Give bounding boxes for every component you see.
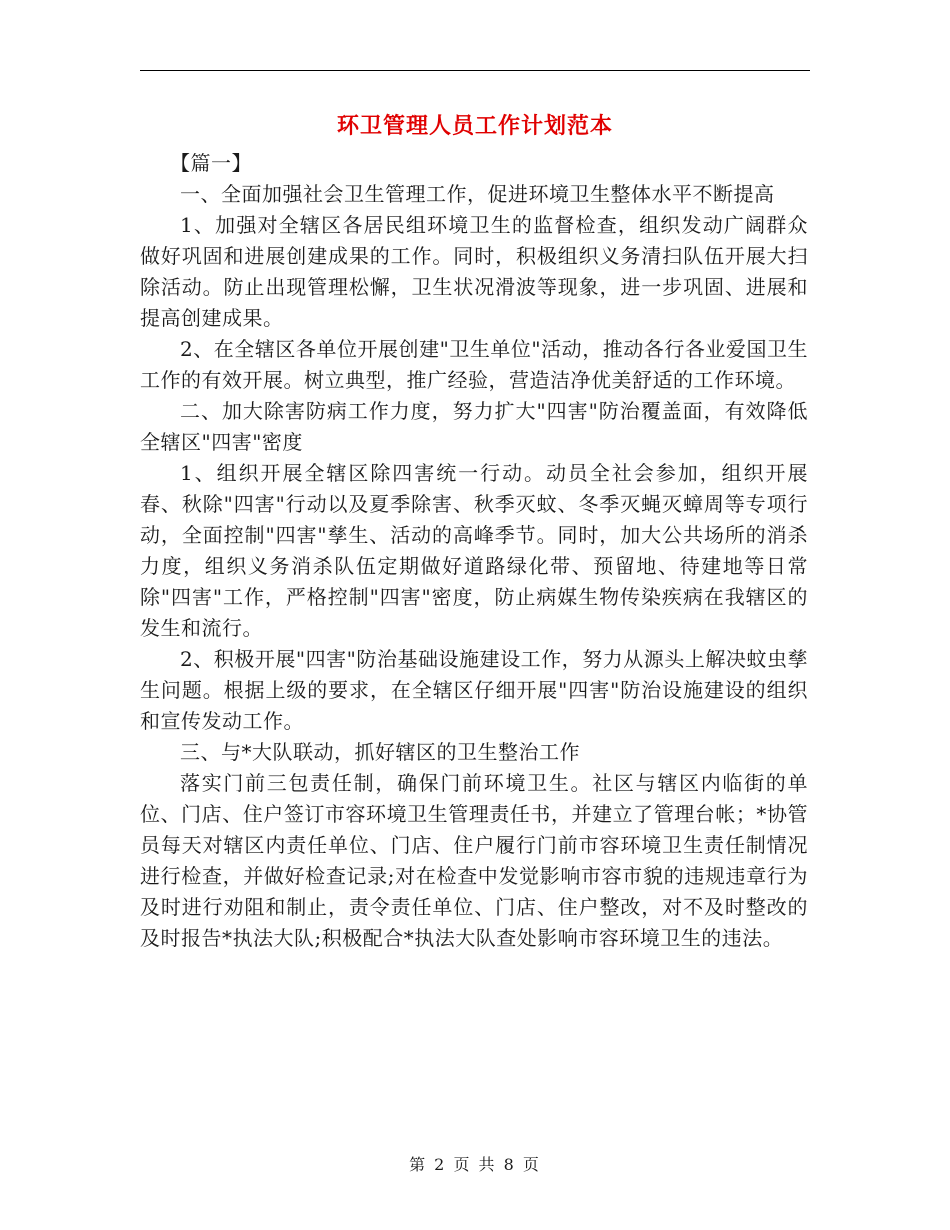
paragraph-2-2: 2、积极开展"四害"防治基础设施建设工作，努力从源头上解决蚊虫孳生问题。根据上级的要求，在全辖区仔细开展"四害"防治设施建设的组织和宣传发动工作。	[140, 647, 808, 733]
paragraph-1-2: 2、在全辖区各单位开展创建"卫生单位"活动，推动各行各业爱国卫生工作的有效开展。树立典型，推广经验，营造洁净优美舒适的工作环境。	[140, 337, 808, 392]
header-rule	[140, 70, 810, 71]
heading-3: 三、与*大队联动，抓好辖区的卫生整治工作	[180, 740, 580, 764]
paragraph-2-1: 1、组织开展全辖区除四害统一行动。动员全社会参加，组织开展春、秋除"四害"行动以及夏季除害、秋季灭蚊、冬季灭蝇灭蟑周等专项行动，全面控制"四害"孳生、活动的高峰季节。同时，加大公共场所的消杀力度，组织义务消杀队伍定期做好道路绿化带、预留地、待建地等日常除"四害"工作，严格控制"四害"密度，防止病媒生物传染疾病在我辖区的发生和流行。	[140, 461, 808, 640]
section-label: 【篇一】	[170, 151, 252, 175]
paragraph-1-1: 1、加强对全辖区各居民组环境卫生的监督检查，组织发动广阔群众做好巩固和进展创建成果的工作。同时，积极组织义务清扫队伍开展大扫除活动。防止出现管理松懈，卫生状况滑波等现象，进一步巩固、进展和提高创建成果。	[140, 213, 808, 330]
document-body	[140, 148, 808, 954]
paragraph-3-1: 落实门前三包责任制，确保门前环境卫生。社区与辖区内临街的单位、门店、住户签订市容环境卫生管理责任书，并建立了管理台帐；*协管员每天对辖区内责任单位、门店、住户履行门前市容环境卫生责任制情况进行检查，并做好检查记录;对在检查中发觉影响市容市貌的违规违章行为及时进行劝阻和制止，责令责任单位、门店、住户整改，对不及时整改的及时报告*执法大队;积极配合*执法大队查处影响市容环境卫生的违法。	[140, 771, 808, 950]
heading-1: 一、全面加强社会卫生管理工作，促进环境卫生整体水平不断提高	[180, 182, 775, 206]
document-title: 环卫管理人员工作计划范本	[336, 113, 613, 139]
heading-2: 二、加大除害防病工作力度，努力扩大"四害"防治覆盖面，有效降低全辖区"四害"密度	[140, 399, 808, 454]
page-footer: 第 2 页 共 8 页	[409, 1155, 541, 1174]
